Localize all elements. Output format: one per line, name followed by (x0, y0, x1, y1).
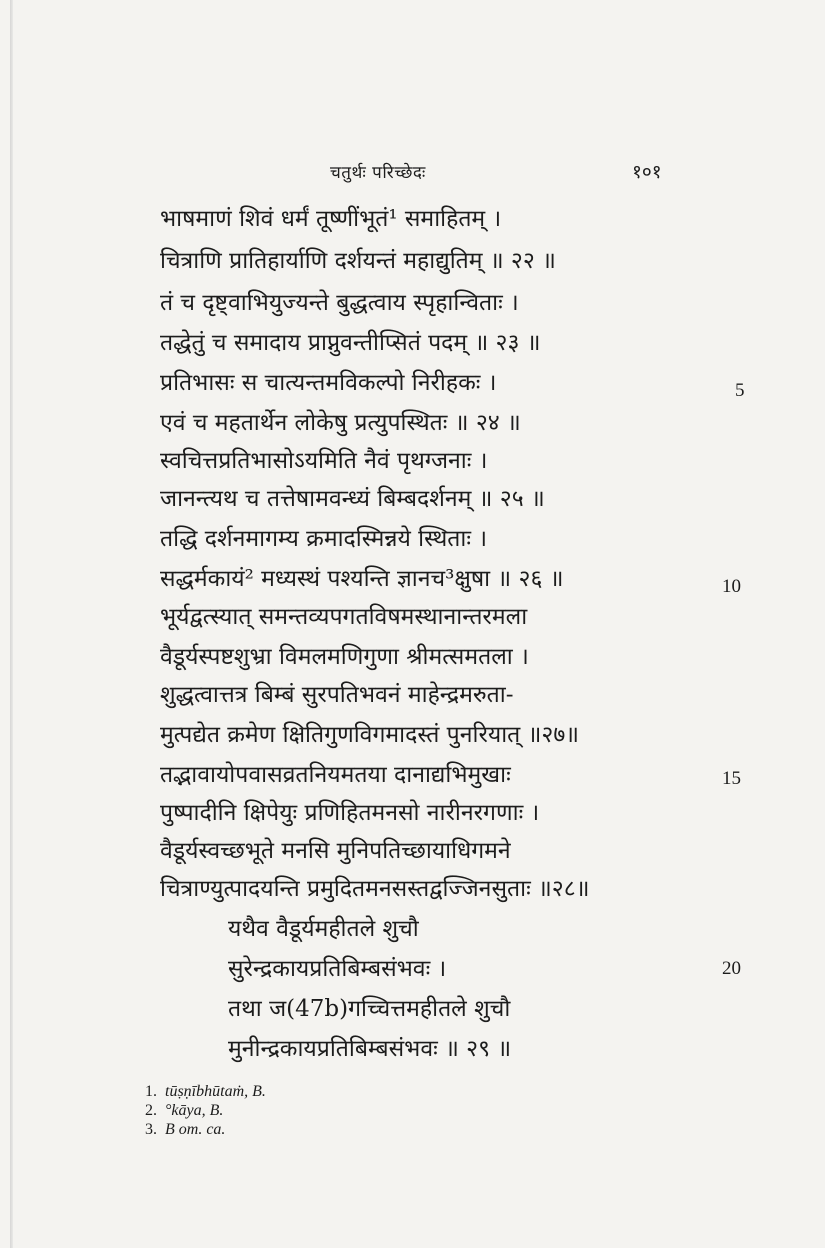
verse-line: वैडूर्यस्पष्टशुभ्रा विमलमणिगुणा श्रीमत्समतला । (160, 644, 529, 670)
footnotes (145, 1082, 266, 1139)
verse-line: तथा ज(47b)गच्चित्तमहीतले शुचौ (228, 996, 511, 1022)
verse-line: वैडूर्यस्वच्छभूते मनसि मुनिपतिच्छायाधिगमने (160, 838, 511, 864)
footnote-number: 1. (145, 1083, 157, 1100)
verse-line: सद्धर्मकायं² मध्यस्थं पश्यन्ति ज्ञानच³क्षुषा ॥ २६ ॥ (160, 566, 564, 592)
verse-line: चित्राण्युत्पादयन्ति प्रमुदितमनसस्तद्वज्जिनसुताः ॥२८॥ (160, 876, 590, 902)
verse-line: चित्राणि प्रातिहार्याणि दर्शयन्तं महाद्युतिम् ॥ २२ ॥ (160, 248, 556, 274)
footnote (145, 1120, 266, 1139)
footnote-number: 2. (145, 1102, 157, 1119)
verse-line: तद्भावायोपवासव्रतनियमतया दानाद्यभिमुखाः (160, 762, 511, 788)
footnote (145, 1082, 266, 1101)
verse-line: तं च दृष्ट्वाभियुज्यन्ते बुद्धत्वाय स्पृहान्विताः । (160, 290, 519, 316)
verse-line: प्रतिभासः स चात्यन्तमविकल्पो निरीहकः । (160, 370, 497, 396)
line-number-marker: 10 (722, 576, 741, 597)
verse-line: तद्धि दर्शनमागम्य क्रमादस्मिन्नये स्थिताः । (160, 526, 488, 552)
footnote-number: 3. (145, 1121, 157, 1138)
footnote-text: °kāya, B. (165, 1102, 224, 1119)
verse-line: एवं च महतार्थेन लोकेषु प्रत्युपस्थितः ॥ २४ ॥ (160, 410, 521, 436)
line-number-marker: 5 (735, 380, 745, 401)
verse-line: भाषमाणं शिवं धर्मं तूष्णींभूतं¹ समाहितम् । (160, 206, 502, 232)
footnote (145, 1101, 266, 1120)
page-binding-edge (10, 0, 13, 1248)
running-header-title: चतुर्थः परिच्छेदः (330, 163, 426, 183)
verse-line: जानन्त्यथ च तत्तेषामवन्ध्यं बिम्बदर्शनम् ॥ २५ ॥ (160, 486, 545, 512)
verse-line: पुष्पादीनि क्षिपेयुः प्रणिहितमनसो नारीनरगणाः । (160, 800, 540, 826)
verse-line: तद्धेतुं च समादाय प्राप्नुवन्तीप्सितं पदम् ॥ २३ ॥ (160, 330, 541, 356)
footnote-text: tūṣṇībhūtaṁ, B. (165, 1083, 266, 1100)
line-number-marker: 15 (722, 768, 741, 789)
line-number-marker: 20 (722, 958, 741, 979)
verse-line: सुरेन्द्रकायप्रतिबिम्बसंभवः । (228, 956, 447, 982)
verse-line: यथैव वैडूर्यमहीतले शुचौ (228, 916, 419, 942)
verse-line: स्वचित्तप्रतिभासोऽयमिति नैवं पृथग्जनाः । (160, 448, 488, 474)
footnote-text: B om. ca. (165, 1121, 226, 1138)
verse-line: शुद्धत्वात्तत्र बिम्बं सुरपतिभवनं माहेन्द्रमरुता- (160, 682, 514, 708)
page-number: १०१ (632, 161, 662, 183)
verse-line: मुत्पद्येत क्रमेण क्षितिगुणविगमादस्तं पुनरियात् ॥२७॥ (160, 722, 580, 748)
verse-line: मुनीन्द्रकायप्रतिबिम्बसंभवः ॥ २९ ॥ (228, 1036, 512, 1062)
verse-line: भूर्यद्वत्स्यात् समन्तव्यपगतविषमस्थानान्तरमला (160, 604, 528, 630)
